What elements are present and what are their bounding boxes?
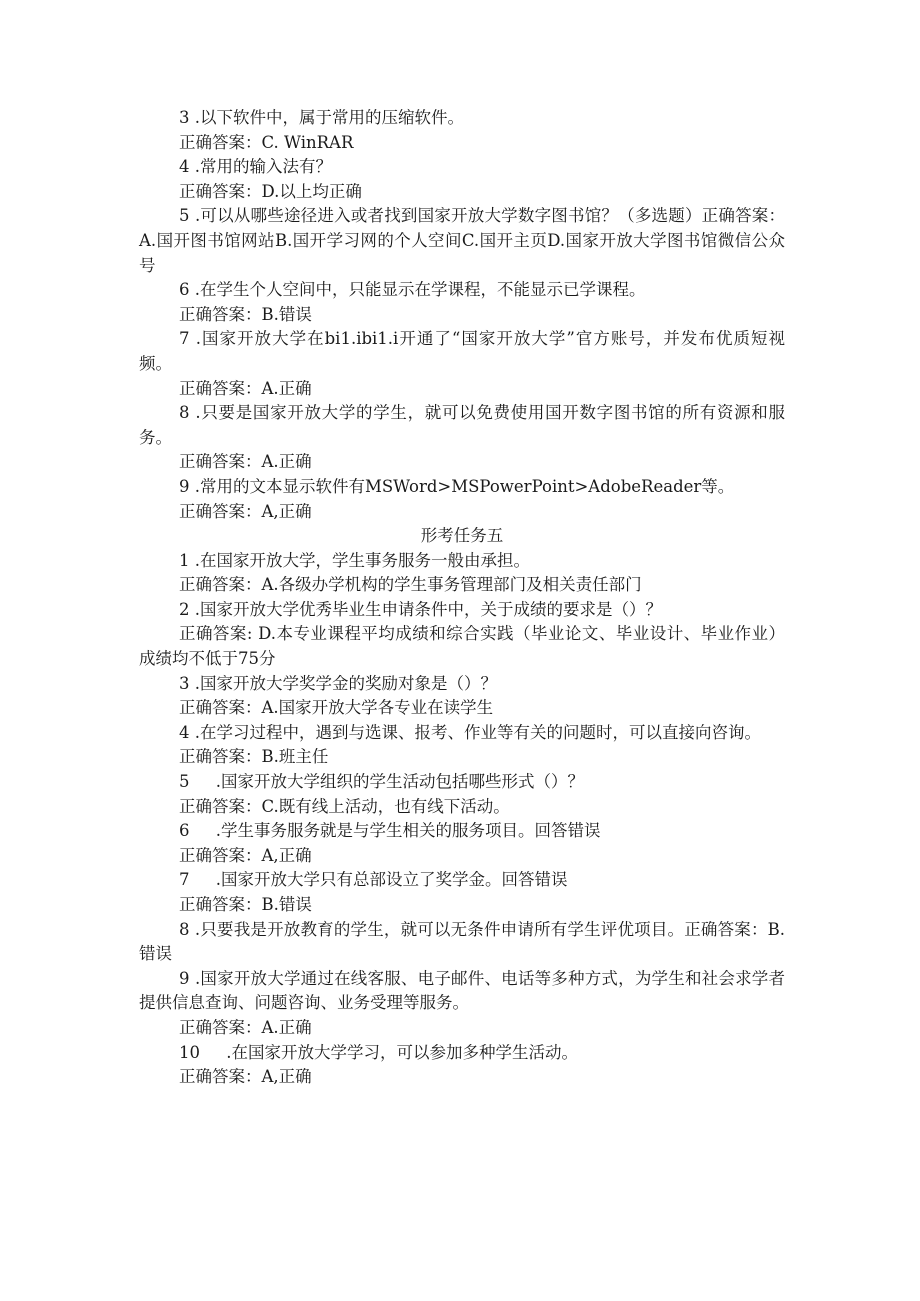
question-line: 1 .在国家开放大学，学生事务服务一般由承担。 <box>179 550 530 570</box>
answer-line: 正确答案：A,正确 <box>179 845 312 865</box>
answer-line: 正确答案：A.正确 <box>179 452 312 472</box>
answer-line: 正确答案：A,正确 <box>179 1067 312 1087</box>
document-page <box>139 106 785 1090</box>
question-line: 5 .可以从哪些途径进入或者找到国家开放大学数字图书馆？（多选题）正确答案：A.国开图书馆网站B.国开学习网的个人空间C.国开主页D.国家开放大学图书馆微信公众号 <box>139 206 785 275</box>
question-line: 6 .在学生个人空间中，只能显示在学课程，不能显示已学课程。 <box>179 280 646 300</box>
answer-line: 正确答案: D.本专业课程平均成绩和综合实践（毕业论文、毕业设计、毕业作业）成绩均不低于75分 <box>139 624 785 669</box>
question-line: 10 .在国家开放大学学习，可以参加多种学生活动。 <box>179 1042 578 1062</box>
question-line: 5 .国家开放大学组织的学生活动包括哪些形式（）？ <box>179 772 584 792</box>
answer-line: 正确答案：A,正确 <box>179 501 312 521</box>
question-line: 7 .国家开放大学只有总部设立了奖学金。回答错误 <box>179 870 568 890</box>
question-line: 6 .学生事务服务就是与学生相关的服务项目。回答错误 <box>179 821 601 841</box>
answer-line: 正确答案：B.错误 <box>179 895 312 914</box>
answer-line: 正确答案：C.既有线上活动，也有线下活动。 <box>179 796 510 816</box>
answer-line: 正确答案：A.正确 <box>179 1017 312 1037</box>
answer-line: 正确答案：A.正确 <box>179 378 312 398</box>
question-line: 7 .国家开放大学在bi1.ibi1.i开通了“国家开放大学”官方账号，并发布优质短视频。 <box>139 329 785 373</box>
question-line: 8 .只要我是开放教育的学生，就可以无条件申请所有学生评优项目。正确答案：B.错误 <box>139 919 785 964</box>
section-heading: 形考任务五 <box>420 526 504 546</box>
answer-line: 正确答案：B.班主任 <box>179 747 329 767</box>
question-line: 3 .国家开放大学奖学金的奖励对象是（）？ <box>179 673 497 693</box>
question-line: 2 .国家开放大学优秀毕业生申请条件中，关于成绩的要求是（）？ <box>179 599 662 619</box>
question-line: 8 .只要是国家开放大学的学生，就可以免费使用国开数字图书馆的所有资源和服务。 <box>139 403 785 447</box>
answer-line: 正确答案：A.国家开放大学各专业在读学生 <box>179 698 494 718</box>
question-line: 9 .常用的文本显示软件有MSWord>MSPowerPoint>AdobeReader等。 <box>179 476 735 496</box>
question-line: 3 .以下软件中，属于常用的压缩软件。 <box>179 108 464 127</box>
question-line: 4 .在学习过程中，遇到与选课、报考、作业等有关的问题时，可以直接向咨询。 <box>179 722 761 742</box>
answer-line: 正确答案：B.错误 <box>179 304 312 324</box>
answer-line: 正确答案：D.以上均正确 <box>179 181 362 201</box>
question-line: 9 .国家开放大学通过在线客服、电子邮件、电话等多种方式，为学生和社会求学者提供信息查询、问题咨询、业务受理等服务。 <box>139 968 785 1013</box>
question-line: 4 .常用的输入法有？ <box>179 157 332 177</box>
answer-line: 正确答案：C. WinRAR <box>179 132 354 152</box>
answer-line: 正确答案：A.各级办学机构的学生事务管理部门及相关责任部门 <box>179 575 642 595</box>
